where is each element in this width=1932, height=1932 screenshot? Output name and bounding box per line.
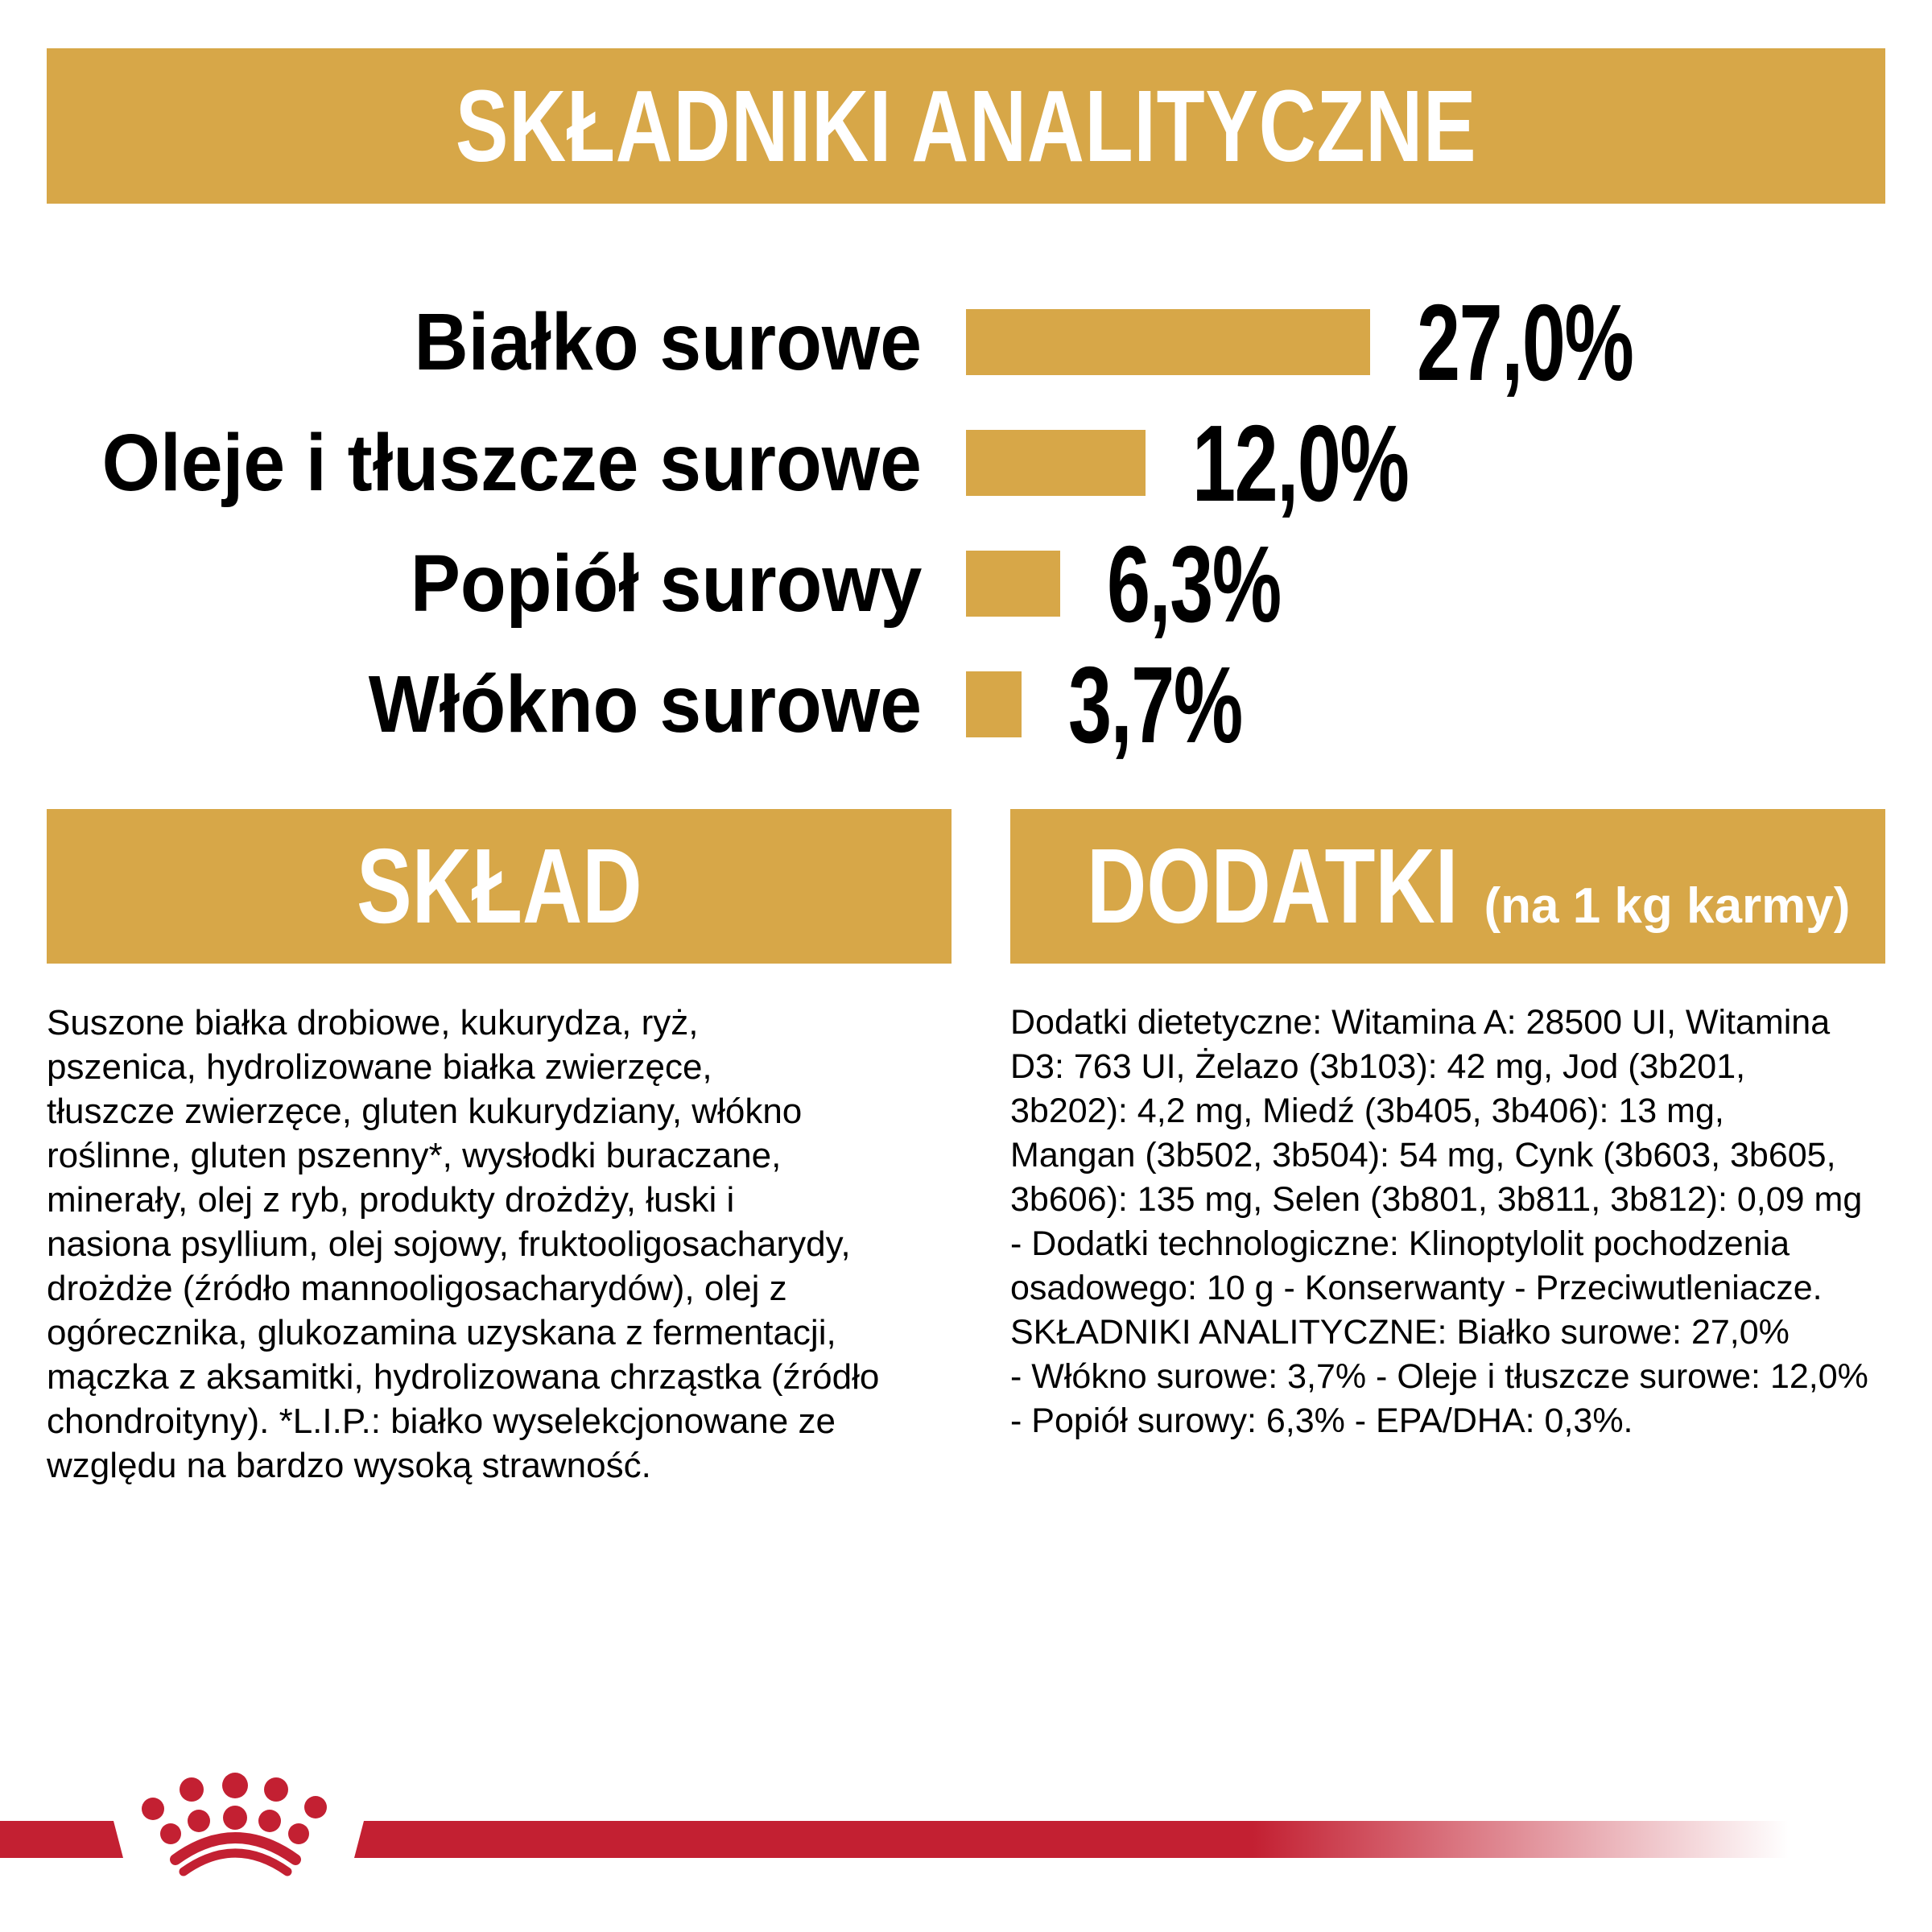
additives-title-suffix: (na 1 kg karmy): [1484, 878, 1851, 934]
nutrient-bar-chart: [0, 282, 1932, 765]
nutrient-label: Białko surowe: [414, 296, 922, 387]
chart-row: [0, 644, 1932, 765]
text-line: SKŁADNIKI ANALITYCZNE: Białko surowe: 27,0%: [1010, 1313, 1790, 1352]
sklad-lines: [47, 1001, 956, 1488]
nutrient-bar: [966, 430, 1146, 496]
nutrient-value: 3,7%: [1068, 643, 1242, 766]
text-line: - Włókno surowe: 3,7% - Oleje i tłuszcze surowe: 12,0%: [1010, 1357, 1868, 1396]
chart-rows: [0, 282, 1932, 765]
text-line: mączka z aksamitki, hydrolizowana chrząstka (źródło: [47, 1357, 880, 1397]
text-line: nasiona psyllium, olej sojowy, fruktooligosacharydy,: [47, 1224, 851, 1264]
text-line: drożdże (źródło mannooligosacharydów), olej z: [47, 1269, 787, 1308]
additives-title: DODATKI: [1087, 827, 1459, 945]
nutrient-label: Włókno surowe: [368, 658, 922, 749]
text-line: Dodatki dietetyczne: Witamina A: 28500 UI, Witamina: [1010, 1003, 1831, 1042]
nutrient-label: Popiół surowy: [410, 538, 922, 629]
chart-row: [0, 402, 1932, 523]
nutrient-bar: [966, 671, 1022, 737]
composition-banner: [47, 809, 952, 964]
additives-banner: [1010, 809, 1885, 964]
text-line: chondroityny). *L.I.P.: białko wyselekcjonowane ze: [47, 1402, 836, 1441]
chart-row: [0, 282, 1932, 402]
text-line: 3b202): 4,2 mg, Miedź (3b405, 3b406): 13 mg,: [1010, 1092, 1724, 1130]
chart-row: [0, 523, 1932, 644]
analytical-components-title: SKŁADNIKI ANALITYCZNE: [455, 69, 1477, 183]
royal-canin-crown-icon: [113, 1761, 364, 1898]
dodatki-lines: [1010, 1001, 1896, 1443]
text-line: względu na bardzo wysoką strawność.: [47, 1446, 651, 1485]
text-line: - Popiół surowy: 6,3% - EPA/DHA: 0,3%.: [1010, 1402, 1633, 1440]
text-line: minerały, olej z ryb, produkty drożdży, łuski i: [47, 1180, 735, 1220]
text-line: roślinne, gluten pszenny*, wysłodki buraczane,: [47, 1136, 782, 1175]
text-line: Mangan (3b502, 3b504): 54 mg, Cynk (3b603, 3b605,: [1010, 1136, 1836, 1174]
analytical-components-banner: [47, 48, 1885, 204]
text-line: D3: 763 UI, Żelazo (3b103): 42 mg, Jod (3b201,: [1010, 1047, 1746, 1086]
nutrient-bar: [966, 309, 1370, 375]
text-line: 3b606): 135 mg, Selen (3b801, 3b811, 3b812): 0,09 mg: [1010, 1180, 1863, 1219]
text-line: osadowego: 10 g - Konserwanty - Przeciwutleniacze.: [1010, 1269, 1823, 1307]
text-line: Suszone białka drobiowe, kukurydza, ryż,: [47, 1003, 699, 1042]
nutrient-value: 27,0%: [1417, 281, 1633, 403]
nutrient-label: Oleje i tłuszcze surowe: [101, 417, 922, 508]
text-line: - Dodatki technologiczne: Klinoptylolit pochodzenia: [1010, 1224, 1790, 1263]
text-line: pszenica, hydrolizowane białka zwierzęce,: [47, 1047, 712, 1087]
nutrient-value: 6,3%: [1107, 522, 1281, 645]
text-line: ogórecznika, glukozamina uzyskana z fermentacji,: [47, 1313, 836, 1352]
text-line: tłuszcze zwierzęce, gluten kukurydziany, włókno: [47, 1092, 803, 1131]
nutrient-value: 12,0%: [1192, 402, 1409, 524]
brand-stripe-left: [0, 1821, 123, 1858]
brand-stripe-right: [354, 1821, 1803, 1858]
nutrient-bar: [966, 551, 1060, 617]
composition-title: SKŁAD: [356, 827, 642, 945]
